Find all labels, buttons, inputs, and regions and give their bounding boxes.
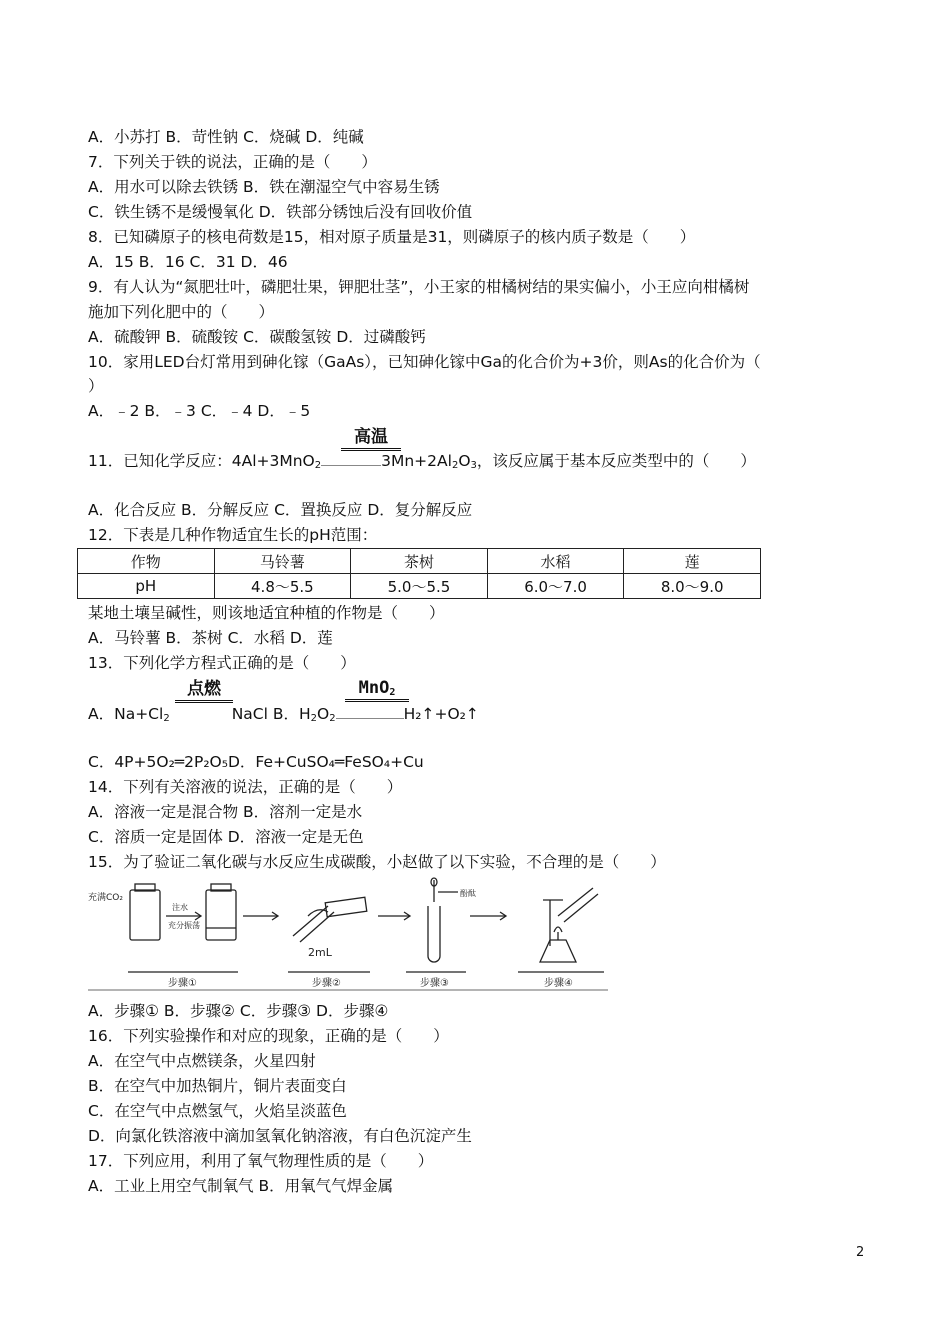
q16-stem: 16．下列实验操作和对应的现象，正确的是（ ） [88,1027,449,1045]
q17-stem: 17．下列应用，利用了氧气物理性质的是（ ） [88,1152,434,1170]
q7-stem: 7．下列关于铁的说法，正确的是（ ） [88,153,377,171]
q14-options-ab: A．溶液一定是混合物 B．溶剂一定是水 [88,803,363,821]
q6-options: A．小苏打 B．苛性钠 C．烧碱 D．纯碱 [88,128,364,146]
arrow-label: 充分振荡 [168,921,200,930]
ph-table [77,548,761,599]
q10-options: A．﹣2 B．﹣3 C．﹣4 D．﹣5 [88,402,311,420]
table-cell: 5.0～5.5 [351,574,488,599]
q12-options: A．马铃薯 B．茶树 C．水稻 D．莲 [88,629,333,647]
alcohol-lamp-icon [540,888,598,962]
q11-stem: 11．已知化学反应：4Al+3MnO$_2$ $3Mn+2Al_2O_3$，该反应属于基本反应类型中的（ ） [88,452,756,471]
arrow-label: 注水 [172,903,188,912]
arrow-icon [243,912,278,920]
q11-options: A．化合反应 B．分解反应 C．置换反应 D．复分解反应 [88,501,473,519]
q12-question: 某地土壤呈碱性，则该地适宜种植的作物是（ ） [88,604,445,622]
q10-stem-line2: ） [88,377,104,395]
table-cell: 作物 [78,549,215,574]
q16-option-a: A．在空气中点燃镁条，火星四射 [88,1052,316,1070]
arrow-icon [470,912,506,920]
table-cell: 马铃薯 [214,549,351,574]
q8-stem: 8．已知磷原子的核电荷数是15，相对原子质量是31，则磷原子的核内质子数是（ ） [88,228,696,246]
q16-option-c: C．在空气中点燃氢气，火焰呈淡蓝色 [88,1102,347,1120]
step-label: 步骤② [312,978,341,989]
q15-options: A．步骤① B．步骤② C．步骤③ D．步骤④ [88,1002,389,1020]
q14-stem: 14．下列有关溶液的说法，正确的是（ ） [88,778,403,796]
q12-stem: 12．下表是几种作物适宜生长的pH范围： [88,526,378,544]
experiment-figure [88,876,608,992]
step-label: 步骤④ [544,978,573,989]
step-label: 步骤① [168,978,197,989]
bottle-icon [206,884,236,940]
q7-options-ab: A．用水可以除去铁锈 B．铁在潮湿空气中容易生锈 [88,178,440,196]
pouring-icon [293,897,367,942]
table-cell: 4.8～5.5 [214,574,351,599]
page-number: 2 [856,1245,865,1260]
volume-label: 2mL [308,946,332,959]
step-label: 步骤③ [420,978,449,989]
q13-condition-ignite: 点燃 [175,674,233,703]
q9-stem-line2: 施加下列化肥中的（ ） [88,303,275,321]
q16-option-b: B．在空气中加热铜片，铜片表面变白 [88,1077,347,1095]
q14-options-cd: C．溶质一定是固体 D．溶液一定是无色 [88,828,364,846]
ph-table-header [78,549,761,574]
q9-options: A．硫酸钾 B．硫酸铵 C．碳酸氢铵 D．过磷酸钙 [88,328,426,346]
q11-condition: 高温 [341,422,401,451]
q13-condition-catalyst: MnO$_2$ [345,678,409,702]
test-tube-icon [428,878,458,962]
q13-options-ab: A．$Na+Cl_2$ NaCl B．$H_2O_2$ H₂↑+O₂↑ [88,705,479,724]
gas-label: 充满CO₂ [88,893,123,903]
table-cell: 莲 [624,549,761,574]
indicator-label: 酚酞 [460,889,476,898]
q9-stem-line1: 9．有人认为“氮肥壮叶，磷肥壮果，钾肥壮茎”，小王家的柑橘树结的果实偏小，小王应向柑橘树 [88,278,750,296]
q15-stem: 15．为了验证二氧化碳与水反应生成碳酸，小赵做了以下实验，不合理的是（ ） [88,853,666,871]
arrow-icon [378,912,410,920]
q16-option-d: D．向氯化铁溶液中滴加氢氧化钠溶液，有白色沉淀产生 [88,1127,472,1145]
ph-table-row [78,574,761,599]
arrow-icon [166,912,201,920]
table-cell: 水稻 [487,549,624,574]
table-cell: 6.0～7.0 [487,574,624,599]
bottle-icon [130,884,160,940]
q10-stem-line1: 10．家用LED台灯常用到砷化镓（GaAs），已知砷化镓中Ga的化合价为+3价，则As的化合价为（ [88,353,761,371]
q8-options: A．15 B．16 C．31 D．46 [88,253,288,271]
q13-options-cd: C．4P+5O₂═2P₂O₅D．Fe+CuSO₄═FeSO₄+Cu [88,753,424,771]
table-cell: pH [78,574,215,599]
q17-options-ab: A．工业上用空气制氧气 B．用氧气气焊金属 [88,1177,394,1195]
q13-stem: 13．下列化学方程式正确的是（ ） [88,654,356,672]
table-cell: 茶树 [351,549,488,574]
q7-options-cd: C．铁生锈不是缓慢氧化 D．铁部分锈蚀后没有回收价值 [88,203,473,221]
table-cell: 8.0～9.0 [624,574,761,599]
